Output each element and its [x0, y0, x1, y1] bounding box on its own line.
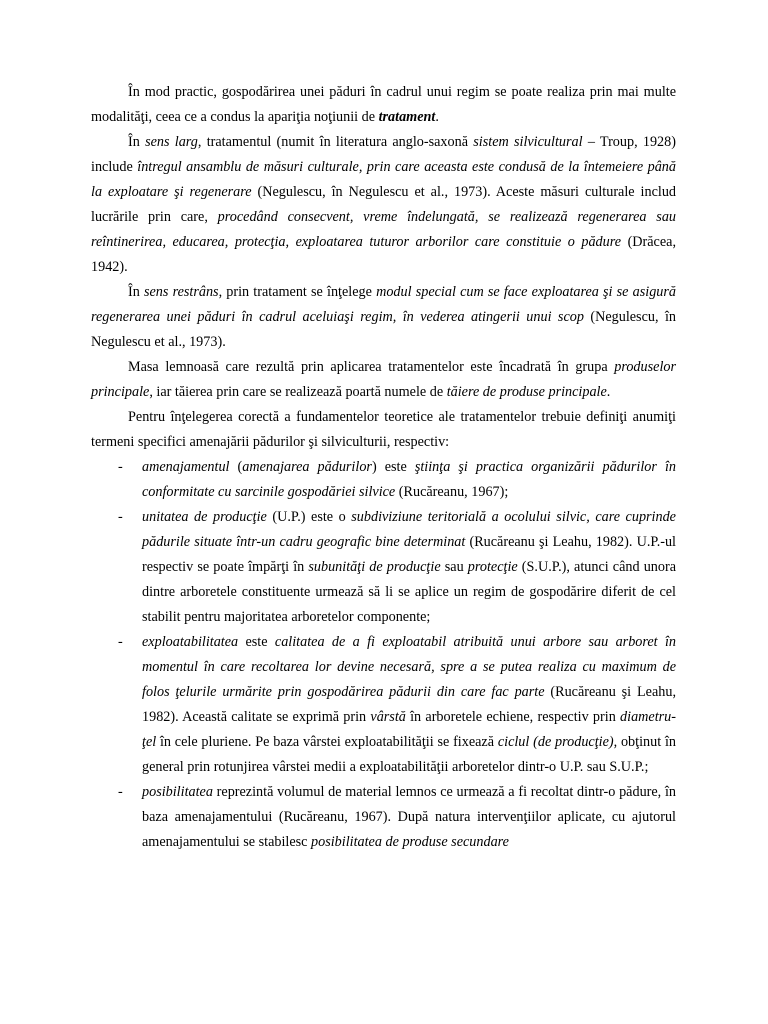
body-text: (S.U.P.), atunci când unora dintre arboretele constituente urmează să li se aplice un regim de gospodărire diferit de cel stabilit pentru majoritatea arboretelor componente;	[142, 559, 677, 625]
body-text: este	[238, 634, 275, 650]
emphasis-text: sens larg	[145, 134, 198, 150]
body-text: (	[229, 459, 243, 475]
emphasis-text: amenajamentul	[142, 459, 230, 475]
emphasis-text: vârstă	[370, 709, 406, 725]
emphasis-text: modul special cum se face exploatarea şi se asigură regenerarea unei păduri în cadrul aceluiaşi regim, în vederea atingerii unui scop	[91, 284, 677, 325]
emphasis-text: posibilitatea	[142, 784, 213, 800]
document-page	[91, 80, 676, 855]
body-text: în arboretele echiene, respectiv prin	[405, 709, 621, 725]
body-text: , iar tăierea prin care se realizează poartă numele de	[149, 384, 447, 400]
paragraph-narrow-sense	[91, 280, 676, 355]
list-bullet: -	[118, 509, 123, 525]
list-item-text	[142, 784, 676, 850]
body-text: (Rucăreanu şi Leahu, 1982). Această calitate se exprimă prin	[142, 684, 676, 725]
emphasis-text: protecţie	[467, 559, 518, 575]
emphasis-text: sistem silvicultural	[473, 134, 583, 150]
body-text: (Negulescu, în Negulescu et al., 1973). Aceste măsuri culturale includ lucrările prin care,	[91, 184, 677, 225]
emphasis-text: întregul ansamblu de măsuri culturale, prin care aceasta este condusă de la întemeiere până la exploatare şi regenerare	[91, 159, 676, 200]
body-text: , obţinut în general prin rotunjirea vârstei medii a exploatabilităţii arboretelor dintr-o U.P. sau S.U.P.;	[142, 734, 676, 775]
body-text: ) este	[371, 459, 415, 475]
body-text: În mod practic, gospodărirea unei păduri în cadrul unui regim se poate realiza prin mai multe modalităţi, ceea ce a condus la apariţia noţiunii de	[91, 84, 676, 125]
emphasis-text: calitatea de a fi exploatabil atribuită unui arbore sau arboret în momentul în care recoltarea lor devine necesară, spre a se putea realiza cu maximum de folos ţelurile urmărite prin gospodărirea pădurii din care fac parte	[142, 634, 676, 700]
body-text: , tratamentul (numit în literatura anglo-saxonă	[197, 134, 474, 150]
paragraph-broad-sense	[91, 130, 676, 280]
paragraph-treatment-intro	[91, 80, 676, 130]
body-text: În	[128, 284, 144, 300]
emphasis-text: ciclul (de producţie)	[497, 734, 614, 750]
body-text: în cele pluriene. Pe baza vârstei exploatabilităţii se fixează	[156, 734, 498, 750]
body-text: , prin tratament se înţelege	[218, 284, 377, 300]
paragraph-definitions-intro	[91, 405, 676, 455]
body-text: .	[606, 384, 611, 400]
body-text: (Negulescu, în Negulescu et al., 1973).	[91, 309, 676, 350]
emphasis-text: produselor principale	[91, 359, 676, 400]
emphasis-text: procedând consecvent, vreme îndelungată, se realizează regenerarea sau reîntinerirea, educarea, protecţia, exploatarea tuturor arborilor care constituie o pădure	[91, 209, 677, 250]
list-item-possibility	[91, 780, 676, 855]
list-item-text	[142, 509, 676, 625]
list-bullet: -	[118, 634, 123, 650]
list-bullet: -	[118, 459, 123, 475]
list-item-exploitability	[91, 630, 676, 780]
list-item-text	[142, 459, 676, 500]
emphasis-text: diametru-ţel	[142, 709, 677, 750]
emphasis-text: tratament	[378, 109, 436, 125]
emphasis-text: ştiinţa şi practica organizării pădurilor în conformitate cu sarcinile gospodăriei silvice	[142, 459, 676, 500]
body-text: (Rucăreanu şi Leahu, 1982). U.P.-ul respectiv se poate împărţi în	[142, 534, 676, 575]
emphasis-text: sens restrâns	[143, 284, 219, 300]
emphasis-text: amenajarea pădurilor	[242, 459, 372, 475]
list-item-text	[142, 634, 676, 775]
list-item-production-unit	[91, 505, 676, 630]
paragraph-principal-products	[91, 355, 676, 405]
emphasis-text: subunităţi de producţie	[308, 559, 441, 575]
body-text: În	[128, 134, 146, 150]
body-text: (Rucăreanu, 1967);	[395, 484, 509, 500]
body-text: .	[435, 109, 439, 125]
emphasis-text: posibilitatea de produse secundare	[311, 834, 509, 850]
body-text: Pentru înţelegerea corectă a fundamentelor teoretice ale tratamentelor trebuie definiţi anumiţi termeni specifici amenajării pădurilor şi silviculturii, respectiv:	[91, 409, 676, 450]
emphasis-text: exploatabilitatea	[142, 634, 239, 650]
body-text: Masa lemnoasă care rezultă prin aplicarea tratamentelor este încadrată în grupa	[128, 359, 615, 375]
body-text: sau	[440, 559, 468, 575]
body-text: reprezintă volumul de material lemnos ce urmează a fi recoltat dintr-o pădure, în baza amenajamentului (Rucăreanu, 1967). După natura intervenţiilor aplicate, cu ajutorul amenajamentului se stabilesc	[142, 784, 676, 850]
emphasis-text: unitatea de producţie	[142, 509, 267, 525]
body-text: (Drăcea, 1942).	[91, 234, 676, 275]
body-text: – Troup, 1928) include	[91, 134, 676, 175]
body-text: (U.P.) este o	[266, 509, 352, 525]
list-bullet: -	[118, 784, 123, 800]
list-item-amenajament	[91, 455, 676, 505]
emphasis-text: tăiere de produse principale	[446, 384, 607, 400]
emphasis-text: subdiviziune teritorială a ocolului silvic, care cuprinde pădurile situate într-un cadru geografic bine determinat	[142, 509, 676, 550]
